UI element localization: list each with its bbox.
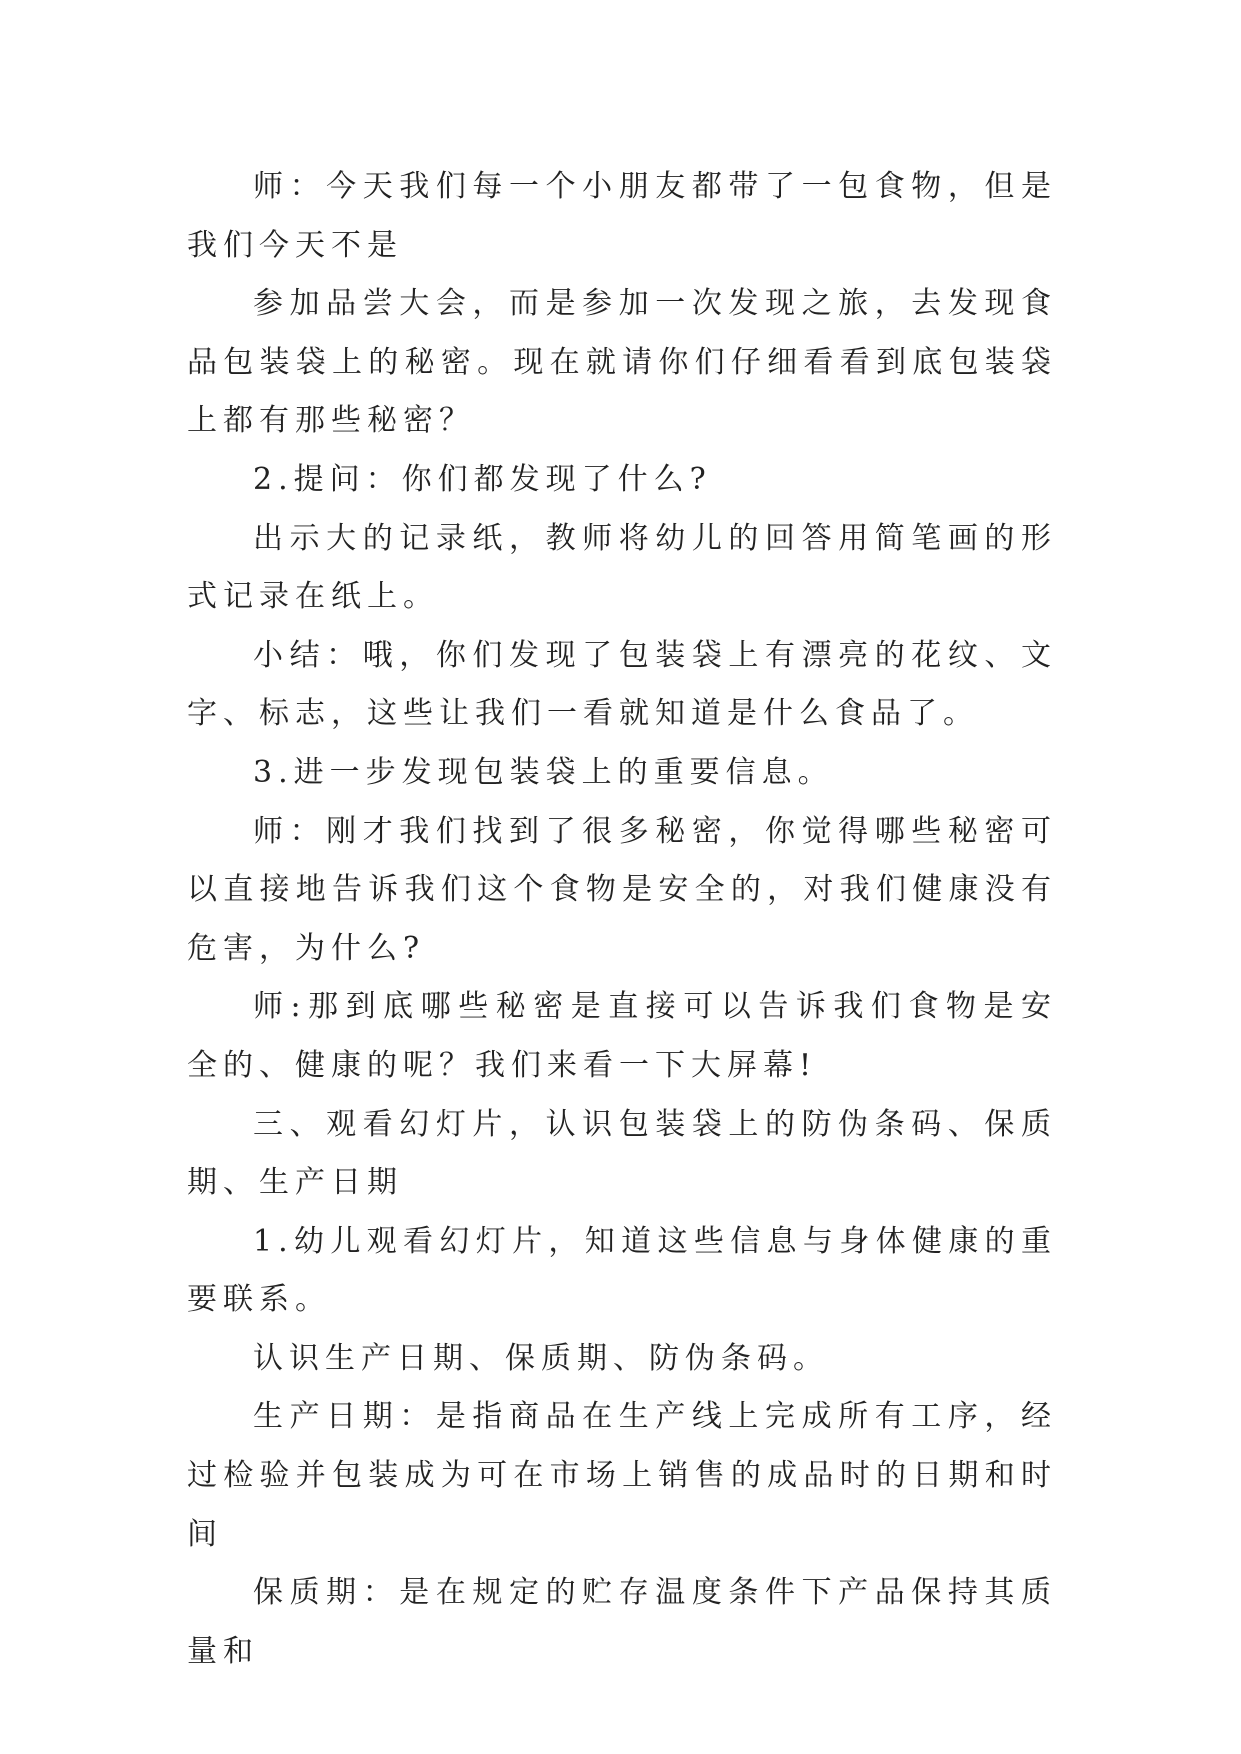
- paragraph-production-date: 生产日期：是指商品在生产线上完成所有工序，经过检验并包装成为可在市场上销售的成品时的日期和时间: [187, 1399, 1057, 1552]
- paragraph-big-screen: 师:那到底哪些秘密是直接可以告诉我们食物是安全的、健康的呢？我们来看一下大屏幕!: [187, 989, 1057, 1083]
- paragraph-summary: 小结：哦，你们发现了包装袋上有漂亮的花纹、文字、标志，这些让我们一看就知道是什么食品了。: [187, 637, 1057, 732]
- paragraph-step-3: 3.进一步发现包装袋上的重要信息。: [253, 754, 834, 790]
- paragraph-shelf-life: 保质期：是在规定的贮存温度条件下产品保持其质量和: [187, 1575, 1057, 1669]
- paragraph-teacher-intro: 师：今天我们每一个小朋友都带了一包食物，但是我们今天不是: [187, 169, 1057, 263]
- document-body: [187, 158, 1057, 1681]
- paragraph-recognize-info: 认识生产日期、保质期、防伪条码。: [253, 1340, 829, 1376]
- section-heading-3: 三、观看幻灯片，认识包装袋上的防伪条码、保质期、生产日期: [187, 1106, 1057, 1201]
- paragraph-discovery-trip: 参加品尝大会，而是参加一次发现之旅，去发现食品包装袋上的秘密。现在就请你们仔细看看到底包装袋上都有那些秘密？: [187, 286, 1057, 439]
- paragraph-teacher-question: 师：刚才我们找到了很多秘密，你觉得哪些秘密可以直接地告诉我们这个食物是安全的，对我们健康没有危害，为什么?: [187, 813, 1057, 966]
- paragraph-question-2: 2.提问：你们都发现了什么?: [253, 461, 712, 497]
- paragraph-record-paper: 出示大的记录纸，教师将幼儿的回答用简笔画的形式记录在纸上。: [187, 520, 1057, 615]
- paragraph-slideshow: 1.幼儿观看幻灯片，知道这些信息与身体健康的重要联系。: [187, 1223, 1057, 1318]
